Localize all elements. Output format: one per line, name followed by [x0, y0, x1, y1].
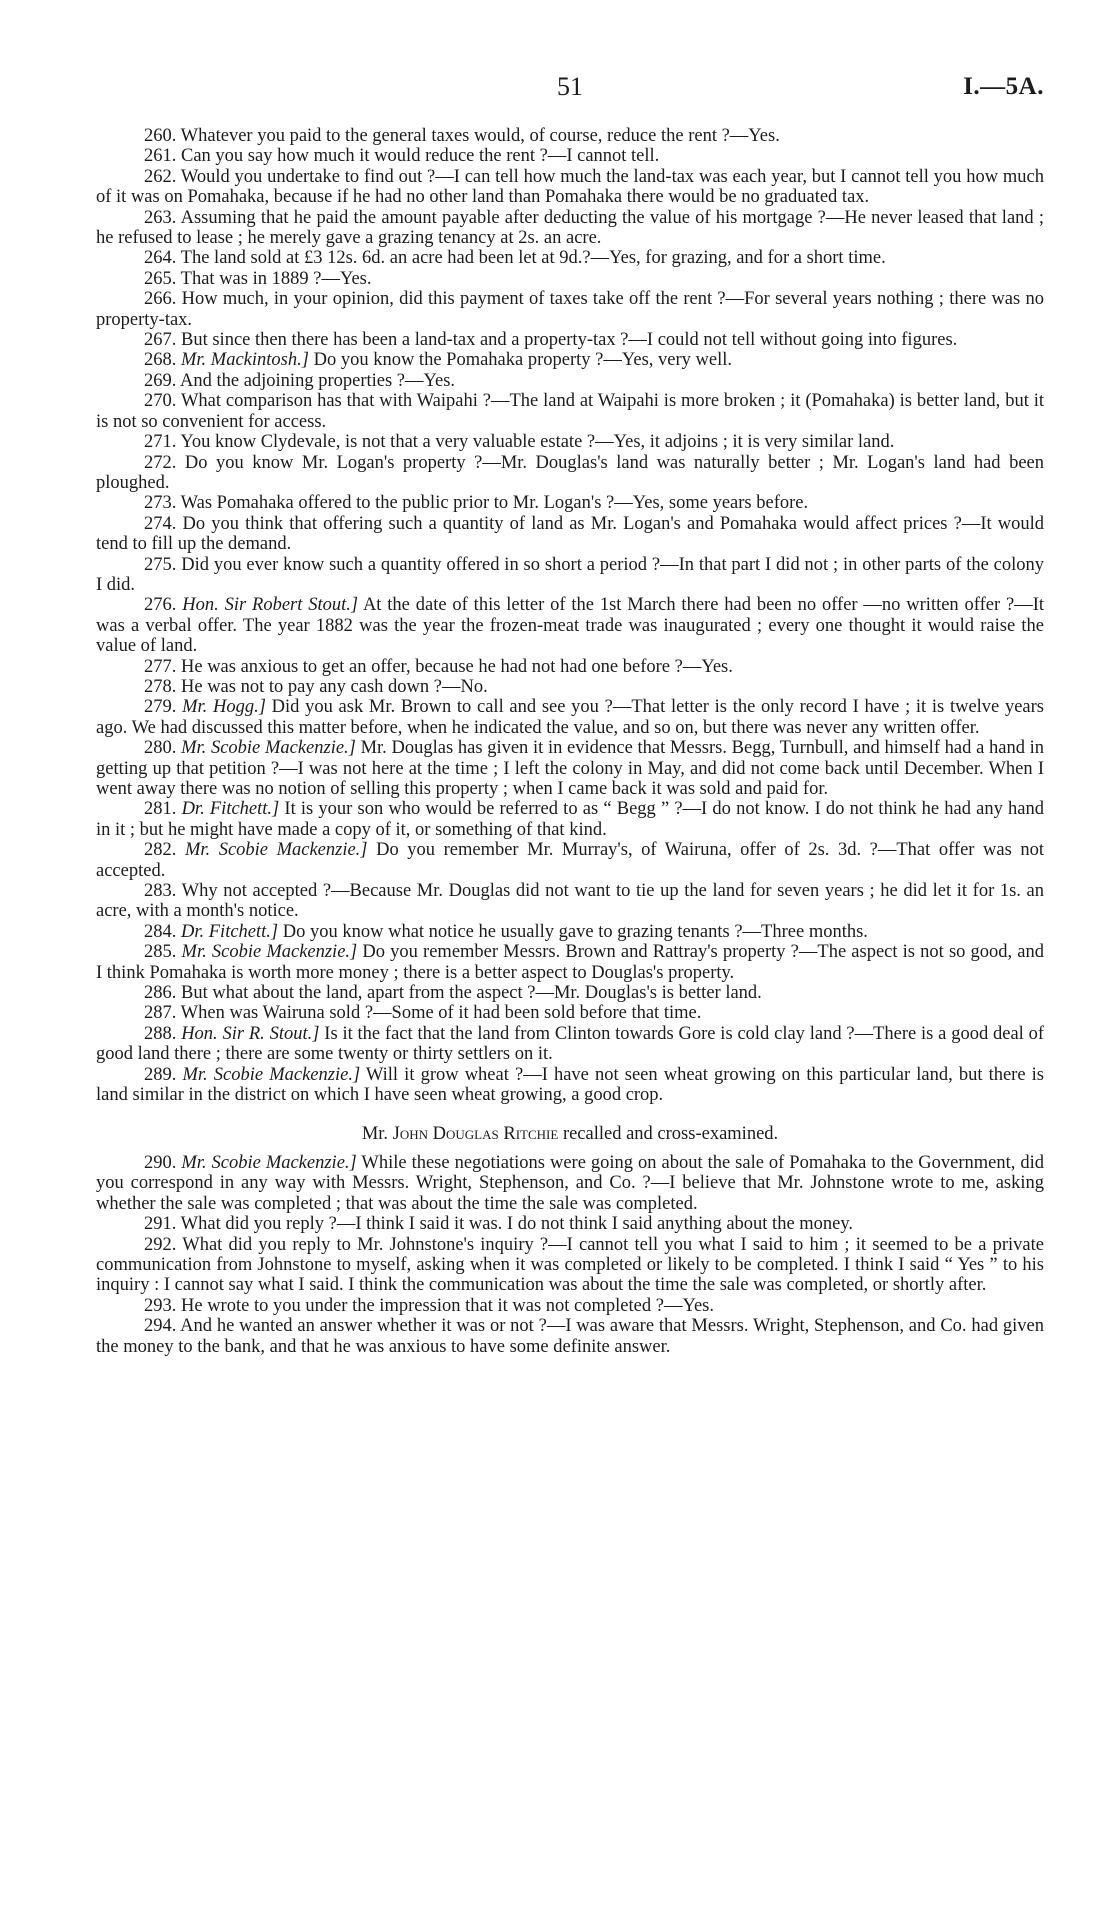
testimony-paragraph [96, 677, 1044, 697]
question-number: 272. [144, 452, 177, 473]
testimony-paragraph [96, 555, 1044, 596]
question-number: 260. [144, 126, 177, 146]
question-number: 284. [144, 921, 177, 942]
testimony-text: Would you undertake to find out ?—I can tell how much the land-tax was each year, but I cannot tell you how much of it was on Pomahaka, because if he had no other land than Pomahaka there would be no graduated tax. [96, 166, 1044, 208]
question-number: 282. [144, 840, 177, 861]
testimony-text: While these negotiations were going on about the sale of Pomahaka to the Government, did you correspond in any way with Messrs. Wright, Stephenson, and Co. ?—I believe that Mr. Johnstone wrote to me, asking whether the sale was completed ; that was about the time the sale was completed. [96, 1152, 1044, 1214]
speaker-name: Mr. Scobie Mackenzie.] [181, 942, 358, 963]
testimony-paragraph [96, 657, 1044, 677]
testimony-text: Is it the fact that the land from Clinton towards Gore is cold clay land ?—There is a good deal of good land there ; there are some twenty or thirty settlers on it. [96, 1023, 1045, 1065]
testimony-paragraph [96, 942, 1044, 983]
question-number: 264. [144, 248, 177, 269]
testimony-paragraph [96, 1296, 1044, 1316]
testimony-paragraph [96, 126, 1044, 146]
speaker-name: Dr. Fitchett.] [181, 921, 279, 942]
testimony-text: Did you ask Mr. Brown to call and see you ?—That letter is the only record I have ; it is twelve years ago. We had discussed this matter before, when he indicated the value, and so on, but there was never any written offer. [96, 697, 1045, 738]
testimony-block-1 [96, 126, 1044, 1106]
testimony-text: Do you think that offering such a quantity of land as Mr. Logan's and Pomahaka would affect prices ?—It would tend to fill up the demand. [96, 513, 1044, 555]
speaker-name: Mr. Scobie Mackenzie.] [182, 1064, 361, 1085]
testimony-text: But since then there has been a land-tax and a property-tax ?—I could not tell without going into figures. [181, 330, 958, 351]
testimony-text: Can you say how much it would reduce the rent ?—I cannot tell. [181, 146, 660, 167]
testimony-text: What comparison has that with Waipahi ?—The land at Waipahi is more broken ; it (Pomahaka) is better land, but it is not so convenient for access. [96, 391, 1044, 432]
testimony-paragraph [96, 1003, 1044, 1023]
testimony-text: You know Clydevale, is not that a very valuable estate ?—Yes, it adjoins ; it is very similar land. [180, 432, 895, 453]
testimony-paragraph [96, 1024, 1044, 1065]
question-number: 290. [144, 1152, 177, 1173]
testimony-text: How much, in your opinion, did this payment of taxes take off the rent ?—For several years nothing ; there was no property-tax. [96, 289, 1044, 330]
testimony-text: He was not to pay any cash down ?—No. [181, 676, 488, 697]
testimony-text: He wrote to you under the impression that it was not completed ?—Yes. [181, 1295, 714, 1316]
testimony-text: Do you know Mr. Logan's property ?—Mr. Douglas's land was naturally better ; Mr. Logan's land had been ploughed. [96, 452, 1044, 493]
testimony-text: Assuming that he paid the amount payable after deducting the value of his mortgage ?—He never leased that land ; he refused to lease ; he merely gave a grazing tenancy at 2s. an acre. [96, 207, 1045, 249]
page-number: 51 [557, 72, 583, 101]
testimony-block-2 [96, 1153, 1044, 1357]
document-page [96, 72, 1044, 1357]
question-number: 293. [144, 1295, 177, 1316]
testimony-text: Will it grow wheat ?—I have not seen wheat growing on this particular land, but there is land similar in the district on which I have seen wheat growing, a good crop. [96, 1064, 1044, 1106]
testimony-paragraph [96, 289, 1044, 330]
speaker-name: Dr. Fitchett.] [181, 799, 280, 820]
testimony-text: Do you know what notice he usually gave to grazing tenants ?—Three months. [282, 921, 868, 942]
question-number: 280. [144, 738, 177, 759]
testimony-paragraph [96, 208, 1044, 249]
question-number: 267. [144, 330, 177, 351]
question-number: 275. [144, 554, 177, 575]
testimony-paragraph [96, 330, 1044, 350]
testimony-paragraph [96, 269, 1044, 289]
page-header [96, 72, 1044, 112]
question-number: 266. [144, 289, 177, 310]
speaker-name: Hon. Sir Robert Stout.] [182, 595, 359, 616]
testimony-text: It is your son who would be referred to as “ Begg ” ?—I do not know. I do not think he had any hand in it ; but he might have made a copy of it, or something of that kind. [96, 799, 1045, 840]
testimony-paragraph [96, 248, 1044, 268]
question-number: 276. [144, 595, 177, 616]
question-number: 274. [144, 513, 177, 534]
speaker-name: Mr. Scobie Mackenzie.] [184, 840, 368, 861]
witness-name: John Douglas Ritchie [392, 1123, 559, 1144]
testimony-paragraph [96, 881, 1044, 922]
testimony-text: What did you reply ?—I think I said it was. I do not think I said anything about the money. [180, 1214, 854, 1235]
question-number: 292. [144, 1234, 177, 1255]
question-number: 263. [144, 207, 177, 228]
testimony-text: And the adjoining properties ?—Yes. [179, 370, 456, 391]
document-body [96, 126, 1044, 1357]
heading-prefix: Mr. [361, 1123, 389, 1144]
testimony-text: What did you reply to Mr. Johnstone's inquiry ?—I cannot tell you what I said to him ; it seemed to be a private communication from Johnstone to myself, asking when it was completed or likely to be completed. I think I said “ Yes ” to his inquiry : I cannot say what I said. I think the communication was about the time the sale was completed, or shortly after. [96, 1234, 1044, 1296]
testimony-text: Did you ever know such a quantity offered in so short a period ?—In that part I did not ; in other parts of the colony I did. [96, 554, 1045, 595]
question-number: 269. [144, 370, 177, 391]
testimony-text: Do you remember Mr. Murray's, of Wairuna, offer of 2s. 3d. ?—That offer was not accepted. [96, 840, 1045, 881]
testimony-paragraph [96, 1214, 1044, 1234]
testimony-text: Do you remember Messrs. Brown and Rattray's property ?—The aspect is not so good, and I think Pomahaka is worth more money ; there is a better aspect to Douglas's property. [96, 942, 1045, 983]
question-number: 278. [144, 676, 177, 697]
question-number: 294. [144, 1316, 177, 1337]
testimony-text: Mr. Douglas has given it in evidence that Messrs. Begg, Turnbull, and himself had a hand in getting up that petition ?—I was not here at the time ; I left the colony in May, and did not come back until December. When I went away there was no notion of selling this property ; when I came back it was sold and paid for. [96, 738, 1045, 799]
testimony-paragraph [96, 514, 1044, 555]
speaker-name: Mr. Scobie Mackenzie.] [181, 738, 356, 759]
testimony-paragraph [96, 371, 1044, 391]
speaker-name: Mr. Hogg.] [182, 697, 266, 718]
testimony-text: He was anxious to get an offer, because he had not had one before ?—Yes. [181, 656, 733, 677]
question-number: 261. [144, 146, 177, 167]
testimony-paragraph [96, 453, 1044, 494]
question-number: 289. [144, 1064, 177, 1085]
testimony-text: But what about the land, apart from the aspect ?—Mr. Douglas's is better land. [181, 983, 762, 1004]
testimony-text: Whatever you paid to the general taxes would, of course, reduce the rent ?—Yes. [180, 126, 780, 146]
testimony-text: The land sold at £3 12s. 6d. an acre had been let at 9d.?—Yes, for grazing, and for a short time. [180, 248, 886, 269]
testimony-paragraph [96, 922, 1044, 942]
question-number: 283. [144, 881, 177, 902]
speaker-name: Mr. Scobie Mackenzie.] [181, 1152, 357, 1173]
question-number: 273. [144, 493, 177, 514]
testimony-paragraph [96, 840, 1044, 881]
question-number: 286. [144, 983, 177, 1004]
question-number: 279. [144, 697, 177, 718]
testimony-paragraph [96, 493, 1044, 513]
question-number: 268. [144, 350, 177, 371]
question-number: 288. [144, 1023, 177, 1044]
testimony-paragraph [96, 391, 1044, 432]
testimony-paragraph [96, 1065, 1044, 1106]
question-number: 291. [144, 1214, 177, 1235]
testimony-paragraph [96, 738, 1044, 799]
question-number: 262. [144, 166, 177, 187]
question-number: 285. [144, 942, 177, 963]
testimony-paragraph [96, 167, 1044, 208]
question-number: 271. [144, 432, 177, 453]
testimony-paragraph [96, 350, 1044, 370]
testimony-text: That was in 1889 ?—Yes. [180, 268, 372, 289]
testimony-text: When was Wairuna sold ?—Some of it had been sold before that time. [180, 1003, 702, 1024]
testimony-paragraph [96, 432, 1044, 452]
document-reference: I.—5A. [963, 73, 1044, 100]
testimony-paragraph [96, 983, 1044, 1003]
section-heading [96, 1124, 1044, 1144]
testimony-text: Was Pomahaka offered to the public prior to Mr. Logan's ?—Yes, some years before. [180, 493, 809, 514]
testimony-paragraph [96, 1316, 1044, 1357]
speaker-name: Mr. Mackintosh.] [181, 350, 309, 371]
question-number: 281. [144, 799, 177, 820]
testimony-text: Do you know the Pomahaka property ?—Yes, very well. [313, 350, 732, 371]
question-number: 287. [144, 1003, 177, 1024]
testimony-text: Why not accepted ?—Because Mr. Douglas did not want to tie up the land for seven years ; he did let it for 1s. an acre, with a month's notice. [96, 881, 1045, 922]
testimony-paragraph [96, 595, 1044, 656]
testimony-text: At the date of this letter of the 1st March there had been no offer —no written offer ?—It was a verbal offer. The year 1882 was the year the frozen-meat trade was inaugurated ; every one thought it would raise the value of land. [96, 595, 1045, 657]
heading-suffix: recalled and cross-examined. [562, 1123, 779, 1144]
testimony-paragraph [96, 146, 1044, 166]
question-number: 277. [144, 656, 177, 677]
question-number: 270. [144, 391, 177, 412]
testimony-paragraph [96, 799, 1044, 840]
speaker-name: Hon. Sir R. Stout.] [181, 1023, 320, 1044]
testimony-paragraph [96, 1153, 1044, 1214]
question-number: 265. [144, 268, 177, 289]
testimony-paragraph [96, 697, 1044, 738]
testimony-paragraph [96, 1235, 1044, 1296]
testimony-text: And he wanted an answer whether it was or not ?—I was aware that Messrs. Wright, Stephenson, and Co. had given the money to the bank, and that he was anxious to have some definite answer. [96, 1316, 1044, 1357]
